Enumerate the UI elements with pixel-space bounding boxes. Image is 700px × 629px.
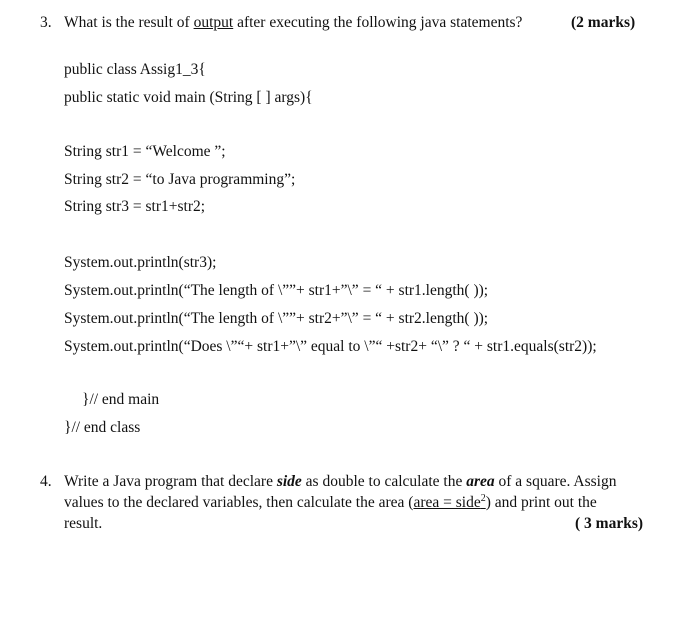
code-end-main: }// end main bbox=[82, 391, 160, 408]
q4-line1-a: Write a Java program that declare bbox=[64, 473, 277, 490]
q3-output-word: output bbox=[193, 14, 234, 31]
question-4-line-1 bbox=[64, 473, 616, 491]
code-print3: System.out.println(“The length of \””+ str2+”\” = “ + str2.length( )); bbox=[64, 310, 489, 327]
q3-text-after: after executing the following java statements? bbox=[233, 14, 523, 31]
code-end-class: }// end class bbox=[64, 419, 141, 436]
code-class-decl: public class Assig1_3{ bbox=[64, 61, 206, 78]
code-print1: System.out.println(str3); bbox=[64, 254, 217, 271]
q4-formula-exponent: 2 bbox=[480, 492, 486, 504]
code-print4: System.out.println(“Does \”“+ str1+”\” equal to \”“ +str2+ “\” ? “ + str1.equals(str2)); bbox=[64, 338, 597, 355]
q4-area-word: area bbox=[466, 473, 495, 490]
question-4-number: 4. bbox=[40, 473, 52, 490]
q4-line2-b: ) and print out the bbox=[485, 494, 597, 511]
code-str2: String str2 = “to Java programming”; bbox=[64, 171, 296, 188]
question-3-text bbox=[64, 14, 522, 32]
q4-line2-a: values to the declared variables, then calculate the area ( bbox=[64, 494, 414, 511]
question-3-marks: (2 marks) bbox=[571, 14, 636, 31]
q4-formula-text: area = side bbox=[413, 494, 481, 511]
q4-line1-b: as double to calculate the bbox=[301, 473, 467, 490]
q3-text-before: What is the result of bbox=[64, 14, 194, 31]
code-print2: System.out.println(“The length of \””+ str1+”\” = “ + str1.length( )); bbox=[64, 282, 489, 299]
code-str3: String str3 = str1+str2; bbox=[64, 198, 206, 215]
q4-formula bbox=[413, 494, 485, 511]
q4-side-word: side bbox=[276, 473, 302, 490]
question-4-marks: ( 3 marks) bbox=[575, 515, 644, 532]
code-str1: String str1 = “Welcome ”; bbox=[64, 143, 226, 160]
q4-line1-c: of a square. Assign bbox=[494, 473, 617, 490]
code-main-decl: public static void main (String [ ] args){ bbox=[64, 89, 313, 106]
question-3-number: 3. bbox=[40, 14, 52, 31]
question-4-line-2 bbox=[64, 494, 597, 512]
question-4-line-3: result. bbox=[64, 515, 103, 532]
